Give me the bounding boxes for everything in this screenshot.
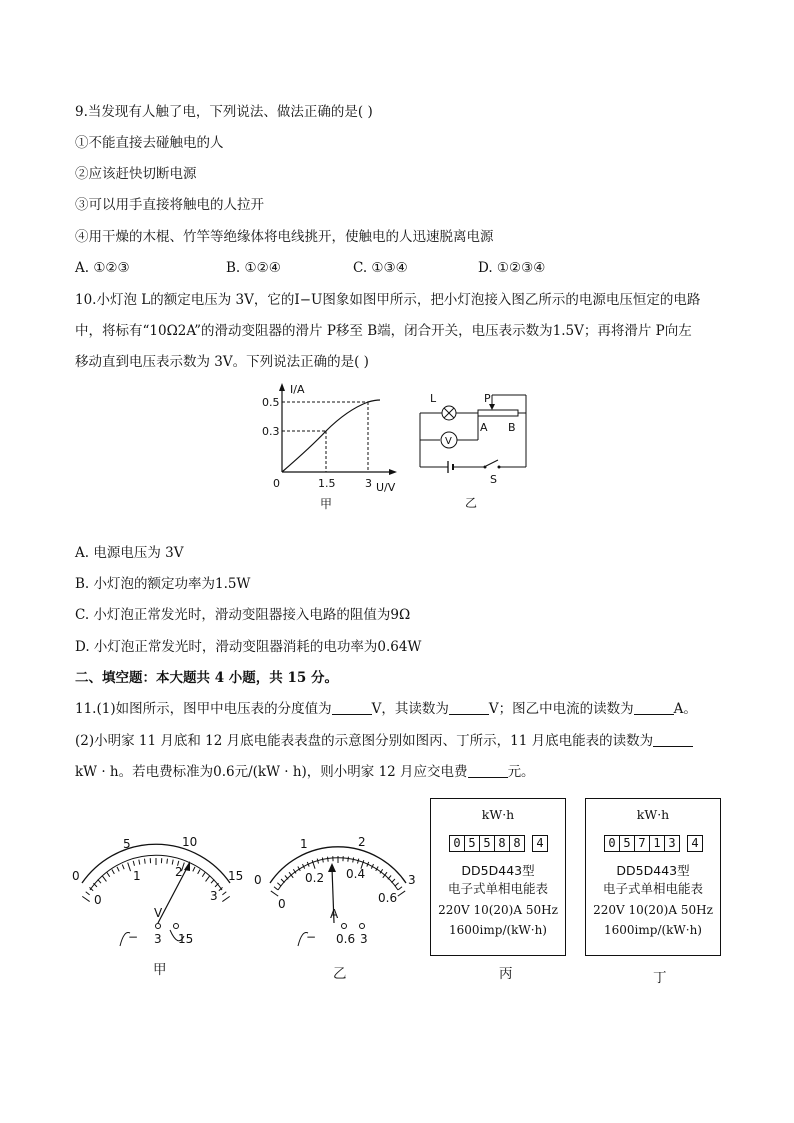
v-terminal-15: 15 bbox=[178, 932, 194, 946]
dial-tick bbox=[167, 859, 168, 864]
v-outer-5: 5 bbox=[123, 837, 131, 851]
q9-item-3: ③可以用手直接将触电的人拉开 bbox=[75, 197, 264, 213]
v-outer-10: 10 bbox=[182, 835, 198, 849]
q10-option-c: C. 小灯泡正常发光时，滑动变阻器接入电路的阻值为9Ω bbox=[75, 607, 411, 623]
dial-tick bbox=[172, 860, 173, 865]
rheostat-icon bbox=[478, 410, 518, 416]
dial-tick bbox=[139, 860, 140, 865]
q11-line2 bbox=[75, 732, 693, 750]
q9-option-c: C. ①③④ bbox=[353, 260, 408, 276]
circuit-s-label: S bbox=[490, 473, 497, 486]
q11-line1-d: A。 bbox=[673, 701, 697, 717]
meter-c-unit: kW·h bbox=[481, 807, 515, 822]
answer-blank-2[interactable] bbox=[449, 700, 489, 715]
energy-meter-c bbox=[430, 798, 566, 956]
iu-x-tick-15: 1.5 bbox=[318, 477, 336, 490]
q9-stem: 9.当发现有人触了电，下列说法、做法正确的是( ) bbox=[75, 104, 373, 120]
dial-tick bbox=[117, 867, 119, 872]
dial-tick bbox=[222, 892, 226, 895]
meter-c-digit: 5 bbox=[479, 835, 495, 852]
a-terminal-neg: − bbox=[306, 930, 317, 944]
meter-c-digit: 8 bbox=[494, 835, 510, 852]
dial-tick bbox=[145, 859, 146, 864]
a-inner-06: 0.6 bbox=[378, 891, 398, 905]
iu-y-label: I/A bbox=[290, 383, 305, 396]
meter-c-rating: 220V 10(20)A 50Hz bbox=[438, 903, 558, 917]
dial-tick bbox=[122, 865, 124, 870]
dial-tick bbox=[198, 870, 200, 874]
dial-tick bbox=[133, 861, 134, 866]
v-outer-0: 0 bbox=[72, 869, 80, 883]
ammeter-dial bbox=[250, 828, 430, 953]
dial-tick bbox=[395, 883, 399, 886]
dial-tick bbox=[193, 867, 195, 872]
meter-c-decimal-digit: 4 bbox=[532, 835, 548, 852]
q11-line3 bbox=[75, 763, 535, 781]
circuit-v-label: V bbox=[445, 436, 452, 447]
answer-blank-3[interactable] bbox=[634, 700, 674, 715]
voltmeter-caption: 甲 bbox=[153, 962, 167, 978]
dial-tick bbox=[271, 891, 278, 896]
meter-d-caption: 丁 bbox=[653, 970, 667, 986]
meter-d-unit: kW·h bbox=[636, 807, 670, 822]
a-outer-2: 2 bbox=[358, 835, 366, 849]
meter-c-model: DD5D443型 bbox=[461, 863, 535, 878]
meter-d-digit: 3 bbox=[664, 835, 680, 852]
dial-tick bbox=[202, 873, 205, 877]
q10-stem-line3: 移动直到电压表示数为 3V。下列说法正确的是( ) bbox=[75, 354, 369, 370]
q11-line1-a: 11.(1)如图所示，图甲中电压表的分度值为 bbox=[75, 701, 332, 717]
v-inner-0: 0 bbox=[94, 893, 102, 907]
a-inner-04: 0.4 bbox=[346, 867, 366, 881]
q9-item-2: ②应该赶快切断电源 bbox=[75, 166, 197, 182]
dial-tick bbox=[211, 879, 214, 883]
iu-graph bbox=[262, 380, 412, 515]
circuit-caption: 乙 bbox=[465, 496, 478, 510]
meter-c-digit: 0 bbox=[449, 835, 465, 852]
a-inner-0: 0 bbox=[278, 897, 286, 911]
iu-y-tick-05: 0.5 bbox=[262, 396, 280, 409]
dial-tick bbox=[398, 891, 405, 896]
dial-tick bbox=[112, 870, 114, 874]
iu-origin: 0 bbox=[273, 477, 280, 490]
ammeter-caption: 乙 bbox=[333, 966, 347, 982]
a-symbol: A bbox=[330, 907, 339, 921]
iu-caption: 甲 bbox=[320, 497, 333, 511]
meter-d-digit: 0 bbox=[604, 835, 620, 852]
q10-stem-line2: 中，将标有“10Ω2A”的滑动变阻器的滑片 P移至 B端，闭合开关，电压表示数为1.5V；再将滑片 P向左 bbox=[75, 323, 692, 339]
a-terminal-06: 0.6 bbox=[336, 932, 356, 946]
circuit-diagram bbox=[412, 385, 537, 510]
v-inner-1: 1 bbox=[133, 869, 141, 883]
a-terminal-3: 3 bbox=[360, 932, 368, 946]
meter-d-rating: 220V 10(20)A 50Hz bbox=[593, 903, 713, 917]
meter-c-reading bbox=[431, 835, 565, 852]
dial-tick bbox=[222, 896, 229, 901]
dial-tick bbox=[398, 887, 402, 890]
v-inner-2: 2 bbox=[175, 865, 183, 879]
meter-d-digit: 1 bbox=[649, 835, 665, 852]
dial-tick bbox=[98, 879, 101, 883]
v-outer-15: 15 bbox=[228, 869, 244, 883]
dial-tick bbox=[353, 858, 354, 863]
q11-line3-b: 元。 bbox=[507, 764, 535, 780]
q9-item-4: ④用干燥的木棍、竹竿等绝缘体将电线挑开，使触电的人迅速脱离电源 bbox=[75, 229, 494, 245]
iu-y-tick-03: 0.3 bbox=[262, 425, 280, 438]
dial-tick bbox=[391, 879, 394, 883]
meter-c-digit: 5 bbox=[464, 835, 480, 852]
switch-icon bbox=[486, 460, 498, 466]
meter-d-type: 电子式单相电能表 bbox=[602, 881, 703, 896]
dial-tick bbox=[102, 876, 106, 882]
dial-tick bbox=[281, 879, 284, 883]
q9-option-a: A. ①②③ bbox=[75, 260, 130, 276]
q9-option-b: B. ①②④ bbox=[226, 260, 281, 276]
dial-tick bbox=[357, 859, 358, 864]
q11-line1 bbox=[75, 700, 697, 718]
meter-c-caption: 丙 bbox=[499, 966, 513, 982]
section-heading: 二、填空题：本大题共 4 小题，共 15 分。 bbox=[75, 670, 338, 686]
meter-d-digit: 7 bbox=[634, 835, 650, 852]
dial-tick bbox=[128, 863, 131, 872]
v-inner-3: 3 bbox=[210, 889, 218, 903]
dial-tick bbox=[206, 876, 210, 882]
dial-tick bbox=[348, 857, 349, 862]
q10-option-d: D. 小灯泡正常发光时，滑动变阻器消耗的电功率为0.64W bbox=[75, 639, 422, 655]
dial-tick bbox=[107, 873, 110, 877]
answer-blank-1[interactable] bbox=[332, 700, 372, 715]
q9-option-d: D. ①②③④ bbox=[478, 260, 546, 276]
meter-d-reading bbox=[586, 835, 720, 852]
v-terminal-neg: − bbox=[128, 930, 139, 944]
meter-d-constant: 1600imp/(kW·h) bbox=[604, 923, 702, 937]
dial-tick bbox=[322, 858, 323, 863]
circuit-p-label: P bbox=[484, 392, 491, 405]
dial-tick bbox=[86, 892, 90, 895]
iu-x-tick-3: 3 bbox=[365, 477, 372, 490]
q9-item-1: ①不能直接去碰触电的人 bbox=[75, 135, 224, 151]
q10-stem-line1: 10.小灯泡 L的额定电压为 3V，它的I−U图象如图甲所示，把小灯泡接入图乙所示的电源电压恒定的电路 bbox=[75, 292, 701, 308]
meter-c-digit: 8 bbox=[509, 835, 525, 852]
q11-line1-c: V；图乙中电流的读数为 bbox=[488, 701, 634, 717]
meter-c-constant: 1600imp/(kW·h) bbox=[449, 923, 547, 937]
meter-d-model: DD5D443型 bbox=[616, 863, 690, 878]
a-inner-02: 0.2 bbox=[305, 871, 325, 885]
circuit-a-label: A bbox=[480, 421, 488, 434]
q11-line1-b: V，其读数为 bbox=[371, 701, 449, 717]
meter-c-type: 电子式单相电能表 bbox=[447, 881, 548, 896]
meter-d-decimal-digit: 4 bbox=[687, 835, 703, 852]
dial-tick bbox=[317, 859, 318, 864]
meter-d-digit: 5 bbox=[619, 835, 635, 852]
a-outer-1: 1 bbox=[300, 837, 308, 851]
dial-tick bbox=[274, 887, 278, 890]
circuit-l-label: L bbox=[430, 392, 437, 405]
v-symbol: V bbox=[154, 906, 163, 920]
q10-option-b: B. 小灯泡的额定功率为1.5W bbox=[75, 576, 251, 592]
q10-option-a: A. 电源电压为 3V bbox=[75, 545, 184, 561]
iu-x-label: U/V bbox=[376, 481, 396, 494]
answer-blank-4[interactable] bbox=[653, 732, 693, 747]
dial-tick bbox=[82, 896, 89, 901]
q11-line2-text: (2)小明家 11 月底和 12 月底电能表表盘的示意图分别如图丙、丁所示，11 月底电能表的读数为 bbox=[75, 733, 654, 749]
a-outer-3: 3 bbox=[408, 873, 416, 887]
circuit-b-label: B bbox=[508, 421, 516, 434]
dial-tick bbox=[328, 857, 329, 862]
v-terminal-3: 3 bbox=[154, 932, 162, 946]
voltmeter-dial bbox=[70, 828, 250, 953]
a-outer-0: 0 bbox=[254, 873, 262, 887]
dial-tick bbox=[277, 883, 281, 886]
q11-line3-a: kW · h。若电费标准为0.6元/(kW · h)，则小明家 12 月应交电费 bbox=[75, 764, 468, 780]
energy-meter-d bbox=[585, 798, 721, 956]
answer-blank-5[interactable] bbox=[468, 763, 508, 778]
